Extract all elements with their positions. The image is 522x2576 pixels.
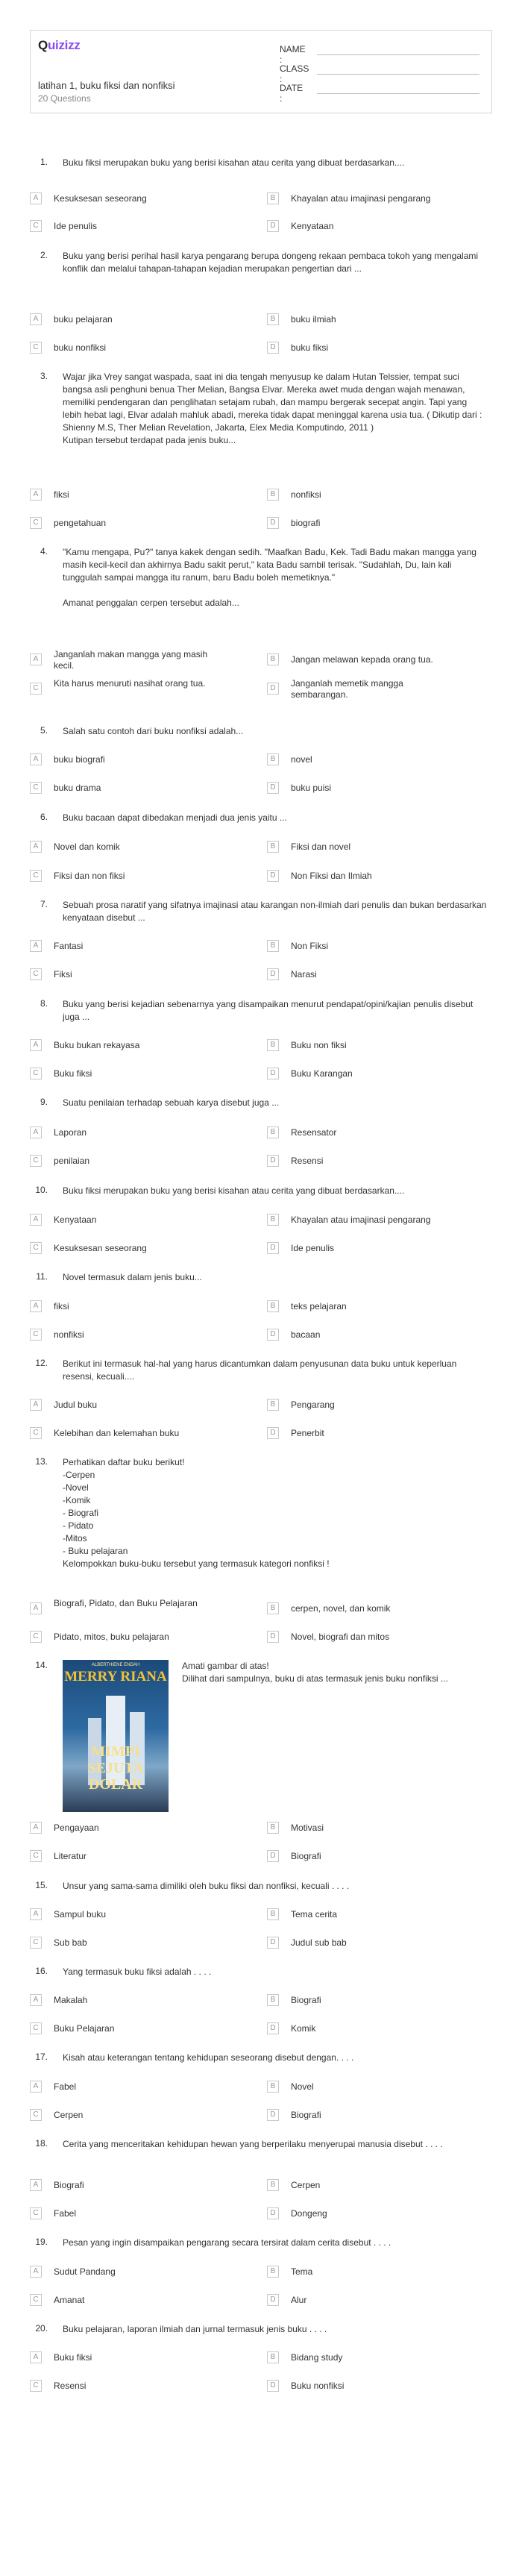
question-text: Buku fiksi merupakan buku yang berisi kisahan atau cerita yang dibuat berdasarkan....	[63, 1185, 405, 1196]
option-text: Fiksi	[54, 969, 72, 980]
option-letter-box: B	[267, 2179, 279, 2191]
option-text: Alur	[291, 2295, 307, 2305]
answer-option-c[interactable]	[30, 1329, 254, 1344]
option-text: Pengarang	[291, 1400, 335, 1410]
option-letter-box: D	[267, 2294, 279, 2306]
question-number: 10.	[35, 1185, 48, 1195]
question-text: Amati gambar di atas! Dilihat dari sampulnya, buku di atas termasuk jenis buku nonfiksi ...	[182, 1661, 448, 1684]
answer-option-d[interactable]	[267, 1631, 491, 1646]
answer-option-d[interactable]	[267, 1242, 491, 1257]
option-text: Penerbit	[291, 1428, 324, 1438]
option-letter-box: C	[30, 220, 42, 232]
answer-option-b[interactable]	[267, 313, 491, 328]
option-text: fiksi	[54, 489, 69, 500]
question-text: Buku fiksi merupakan buku yang berisi kisahan atau cerita yang dibuat berdasarkan....	[63, 157, 405, 168]
answer-option-c[interactable]	[30, 517, 254, 532]
answer-option-b[interactable]	[267, 654, 491, 668]
question-number: 3.	[40, 371, 48, 381]
option-text: buku nonfiksi	[54, 342, 107, 353]
answer-option-a[interactable]	[30, 649, 254, 671]
option-text: Fiksi dan novel	[291, 842, 351, 852]
option-letter-box: A	[30, 1399, 42, 1411]
question-number: 15.	[35, 1880, 48, 1890]
option-letter-box: C	[30, 968, 42, 980]
option-letter-box: D	[267, 220, 279, 232]
option-text: Pengayaan	[54, 1823, 99, 1833]
option-letter-box: B	[267, 2351, 279, 2363]
option-letter-box: A	[30, 1214, 42, 1226]
question-text: Unsur yang sama-sama dimiliki oleh buku fiksi dan nonfiksi, kecuali . . . .	[63, 1881, 350, 1891]
option-letter-box: D	[267, 1937, 279, 1949]
option-text: fiksi	[54, 1301, 69, 1311]
answer-option-a[interactable]	[30, 1039, 254, 1054]
option-text: Khayalan atau imajinasi pengarang	[291, 193, 431, 204]
option-text: Cerpen	[54, 2110, 84, 2120]
question-number: 19.	[35, 2237, 48, 2247]
option-text: pengetahuan	[54, 518, 107, 528]
option-letter-box: B	[267, 940, 279, 952]
answer-option-b[interactable]	[267, 2179, 491, 2194]
option-text: bacaan	[291, 1329, 321, 1340]
option-letter-box: C	[30, 1937, 42, 1949]
option-letter-box: B	[267, 753, 279, 765]
question-text: Novel termasuk dalam jenis buku...	[63, 1272, 202, 1282]
option-text: Sub bab	[54, 1937, 87, 1948]
answer-option-a[interactable]	[30, 1994, 254, 2009]
option-letter-box: A	[30, 2179, 42, 2191]
answer-option-d[interactable]	[267, 1155, 491, 1170]
option-letter-box: A	[30, 940, 42, 952]
question-text: Yang termasuk buku fiksi adalah . . . .	[63, 1967, 212, 1977]
option-letter-box: C	[30, 782, 42, 794]
answer-option-a[interactable]	[30, 2081, 254, 2096]
option-text: Komik	[291, 2023, 316, 2034]
answer-option-c[interactable]	[30, 2022, 254, 2037]
option-text: buku fiksi	[291, 342, 329, 353]
answer-option-d[interactable]	[267, 2207, 491, 2222]
question-count: 20 Questions	[38, 93, 91, 104]
answer-option-a[interactable]	[30, 1300, 254, 1315]
option-text: Fantasi	[54, 941, 84, 951]
question-text: Suatu penilaian terhadap sebuah karya disebut juga ...	[63, 1097, 280, 1108]
answer-option-d[interactable]	[267, 2294, 491, 2309]
answer-option-d[interactable]	[267, 782, 491, 797]
option-letter-box: C	[30, 870, 42, 882]
answer-option-b[interactable]	[267, 1822, 491, 1837]
option-text: Non Fiksi	[291, 941, 329, 951]
question-number: 14.	[35, 1660, 48, 1670]
option-letter-box: D	[267, 1631, 279, 1643]
answer-option-c[interactable]	[30, 2109, 254, 2124]
option-letter-box: B	[267, 1214, 279, 1226]
option-letter-box: C	[30, 2380, 42, 2392]
option-text: Amanat	[54, 2295, 85, 2305]
option-letter-box: A	[30, 489, 42, 501]
option-text: Biografi	[54, 2180, 84, 2190]
question-text: Cerita yang menceritakan kehidupan hewan yang berperilaku menyerupai manusia disebut . . . .	[63, 2139, 443, 2149]
option-text: Fabel	[54, 2208, 77, 2219]
quizizz-logo: Quizizz	[38, 38, 81, 52]
answer-option-d[interactable]	[267, 1850, 491, 1865]
question-number: 16.	[35, 1966, 48, 1976]
answer-option-c[interactable]	[30, 870, 254, 885]
question-number: 12.	[35, 1358, 48, 1368]
question-text: Sebuah prosa naratif yang sifatnya imajinasi atau karangan non-ilmiah dari penulis dan bukan berdasarkan kenyataan disebut ...	[63, 900, 487, 923]
option-text: Janganlah makan mangga yang masih kecil.	[54, 649, 208, 671]
answer-option-b[interactable]	[267, 1300, 491, 1315]
option-letter-box: A	[30, 1039, 42, 1051]
answer-option-b[interactable]	[267, 1039, 491, 1054]
option-text: Biografi	[291, 1851, 321, 1861]
answer-option-c[interactable]	[30, 1631, 254, 1646]
answer-option-a[interactable]	[30, 753, 254, 768]
answer-option-c[interactable]	[30, 2380, 254, 2395]
class-label: CLASS :	[280, 63, 309, 84]
answer-option-c[interactable]	[30, 678, 254, 698]
option-text: Sampul buku	[54, 1909, 107, 1920]
question-number: 11.	[36, 1271, 48, 1282]
option-letter-box: D	[267, 342, 279, 354]
option-text: Kenyataan	[291, 221, 334, 231]
answer-option-b[interactable]	[267, 192, 491, 207]
option-letter-box: C	[30, 683, 42, 695]
option-letter-box: C	[30, 1329, 42, 1341]
answer-option-d[interactable]	[267, 870, 491, 885]
answer-option-c[interactable]	[30, 342, 254, 357]
question-text: Perhatikan daftar buku berikut! -Cerpen -Novel -Komik - Biografi - Pidato -Mitos - Buku pelajaran Kelompokkan buku-buku tersebut yang termasuk kategori nonfiksi !	[63, 1457, 330, 1569]
answer-option-d[interactable]	[267, 517, 491, 532]
answer-option-b[interactable]	[267, 1126, 491, 1141]
option-text: Novel dan komik	[54, 842, 120, 852]
answer-option-c[interactable]	[30, 1427, 254, 1442]
cover-title: MIMPI SEJUTA DOLAR	[87, 1743, 144, 1793]
answer-option-a[interactable]	[30, 1822, 254, 1837]
option-letter-box: A	[30, 2266, 42, 2278]
question-number: 5.	[40, 725, 48, 736]
question-number: 8.	[40, 998, 48, 1009]
option-text: Fabel	[54, 2081, 77, 2092]
answer-option-b[interactable]	[267, 2351, 491, 2366]
question-number: 2.	[40, 250, 48, 260]
option-text: Novel	[291, 2081, 314, 2092]
option-letter-box: A	[30, 654, 42, 665]
option-text: Buku fiksi	[54, 1068, 92, 1079]
answer-option-d[interactable]	[267, 1427, 491, 1442]
answer-option-c[interactable]	[30, 2207, 254, 2222]
option-text: Jangan melawan kepada orang tua.	[291, 654, 433, 665]
option-letter-box: D	[267, 1850, 279, 1862]
option-letter-box: C	[30, 342, 42, 354]
question-number: 20.	[35, 2323, 48, 2334]
answer-option-a[interactable]	[30, 2351, 254, 2366]
answer-option-a[interactable]	[30, 841, 254, 856]
answer-option-b[interactable]	[267, 940, 491, 955]
option-letter-box: C	[30, 1155, 42, 1167]
option-letter-box: B	[267, 1994, 279, 2006]
option-text: Pidato, mitos, buku pelajaran	[54, 1632, 169, 1642]
option-letter-box: A	[30, 2351, 42, 2363]
question-text: Pesan yang ingin disampaikan pengarang secara tersirat dalam cerita disebut . . . .	[63, 2237, 392, 2248]
option-letter-box: B	[267, 841, 279, 853]
option-text: Tema	[291, 2266, 313, 2277]
option-letter-box: B	[267, 1399, 279, 1411]
answer-option-c[interactable]	[30, 1850, 254, 1865]
option-letter-box: D	[267, 2380, 279, 2392]
date-line	[317, 93, 479, 94]
option-text: buku pelajaran	[54, 314, 113, 325]
option-letter-box: C	[30, 1850, 42, 1862]
answer-option-b[interactable]	[267, 1994, 491, 2009]
option-text: nonfiksi	[291, 489, 321, 500]
answer-option-a[interactable]	[30, 313, 254, 328]
option-text: Literatur	[54, 1851, 87, 1861]
option-text: teks pelajaran	[291, 1301, 347, 1311]
answer-option-b[interactable]	[267, 1399, 491, 1414]
option-letter-box: D	[267, 1329, 279, 1341]
answer-option-d[interactable]	[267, 678, 491, 700]
option-text: buku biografi	[54, 754, 105, 765]
option-letter-box: B	[267, 1822, 279, 1834]
answer-option-c[interactable]	[30, 1068, 254, 1082]
option-text: Biografi, Pidato, dan Buku Pelajaran	[54, 1598, 198, 1608]
option-text: Motivasi	[291, 1823, 324, 1833]
answer-option-b[interactable]	[267, 489, 491, 504]
option-letter-box: A	[30, 1822, 42, 1834]
option-letter-box: D	[267, 517, 279, 529]
option-letter-box: D	[267, 870, 279, 882]
option-letter-box: D	[267, 1427, 279, 1439]
question-text: Buku pelajaran, laporan ilmiah dan jurnal termasuk jenis buku . . . .	[63, 2324, 327, 2334]
option-letter-box: C	[30, 517, 42, 529]
answer-option-a[interactable]	[30, 1598, 254, 1617]
answer-option-d[interactable]	[267, 1068, 491, 1082]
option-letter-box: D	[267, 782, 279, 794]
answer-option-b[interactable]	[267, 841, 491, 856]
question-text: "Kamu mengapa, Pu?" tanya kakek dengan sedih. "Maafkan Badu, Kek. Tadi Badu makan mangga yang masih kecil-kecil dan akhirnya Badu sakit perut," kata Badu sambil terisak. "Sudahlah, Du, lain kali tunggulah sampai mangga itu ranum, baru Badu boleh memetiknya." Amanat penggalan cerpen tersebut adalah...	[63, 547, 477, 608]
option-text: Kenyataan	[54, 1215, 97, 1225]
option-text: buku ilmiah	[291, 314, 336, 325]
answer-option-a[interactable]	[30, 1399, 254, 1414]
answer-option-d[interactable]	[267, 2109, 491, 2124]
question-text: Kisah atau keterangan tentang kehidupan seseorang disebut dengan. . . .	[63, 2052, 354, 2063]
option-text: buku puisi	[291, 783, 332, 793]
answer-option-b[interactable]	[267, 1602, 491, 1617]
option-text: Biografi	[291, 2110, 321, 2120]
option-text: Ide penulis	[291, 1243, 335, 1253]
book-cover-image	[63, 1660, 169, 1812]
option-text: Fiksi dan non fiksi	[54, 871, 125, 881]
option-text: novel	[291, 754, 312, 765]
option-text: Buku bukan rekayasa	[54, 1040, 140, 1050]
answer-option-d[interactable]	[267, 1329, 491, 1344]
answer-option-d[interactable]	[267, 342, 491, 357]
option-text: nonfiksi	[54, 1329, 84, 1340]
option-letter-box: B	[267, 1908, 279, 1920]
option-text: cerpen, novel, dan komik	[291, 1603, 391, 1614]
question-text: Buku yang berisi perihal hasil karya pengarang berupa dongeng rekaan pembaca tokoh yang mengalami konflik dan melalui tahapan-tahapan kejadian merupakan pengertian dari ...	[63, 251, 479, 274]
answer-option-d[interactable]	[267, 2022, 491, 2037]
option-text: Dongeng	[291, 2208, 327, 2219]
option-text: Bidang study	[291, 2352, 343, 2363]
option-text: Judul sub bab	[291, 1937, 347, 1948]
option-text: buku drama	[54, 783, 101, 793]
option-letter-box: B	[267, 1602, 279, 1614]
option-text: Janganlah memetik mangga sembarangan.	[291, 678, 403, 700]
option-letter-box: D	[267, 2207, 279, 2219]
option-letter-box: C	[30, 2294, 42, 2306]
name-line	[317, 54, 479, 55]
name-label: NAME :	[280, 44, 306, 65]
option-letter-box: C	[30, 2109, 42, 2121]
option-letter-box: B	[267, 2081, 279, 2093]
answer-option-a[interactable]	[30, 2266, 254, 2281]
worksheet-header	[30, 30, 492, 113]
date-label: DATE :	[280, 83, 304, 104]
option-letter-box: D	[267, 2109, 279, 2121]
option-letter-box: A	[30, 2081, 42, 2093]
option-letter-box: C	[30, 2022, 42, 2034]
option-letter-box: A	[30, 841, 42, 853]
option-text: Makalah	[54, 1995, 88, 2005]
answer-option-a[interactable]	[30, 940, 254, 955]
answer-option-c[interactable]	[30, 220, 254, 235]
option-letter-box: A	[30, 1908, 42, 1920]
option-text: Kesuksesan seseorang	[54, 1243, 147, 1253]
option-letter-box: A	[30, 1994, 42, 2006]
option-text: penilaian	[54, 1156, 90, 1166]
option-letter-box: A	[30, 1126, 42, 1138]
answer-option-d[interactable]	[267, 968, 491, 983]
answer-option-d[interactable]	[267, 2380, 491, 2395]
answer-option-b[interactable]	[267, 2266, 491, 2281]
option-text: Buku fiksi	[54, 2352, 92, 2363]
option-text: Buku Pelajaran	[54, 2023, 115, 2034]
option-text: Resensator	[291, 1127, 337, 1138]
answer-option-b[interactable]	[267, 2081, 491, 2096]
answer-option-a[interactable]	[30, 1126, 254, 1141]
question-number: 17.	[35, 2052, 48, 2062]
option-letter-box: A	[30, 313, 42, 325]
option-letter-box: D	[267, 1068, 279, 1079]
question-number: 6.	[40, 812, 48, 822]
option-text: Buku nonfiksi	[291, 2381, 345, 2391]
option-letter-box: D	[267, 1155, 279, 1167]
question-text: Wajar jika Vrey sangat waspada, saat ini dia tengah menyusup ke dalam Hutan Telssier, tempat suci bangsa asli penghuni benua Ther Melian, Bangsa Elvar. Mereka awet muda dengan wajah menawan, memiliki pendengaran dan penglihatan setajam rubah, dan mampu bergerak secepat angin. Tapi yang lebih hebat lagi, Elvar adalah mahluk abadi, mereka tidak dapat meninggal karena usia tua. ( Dikutip dari : Shienny M.S, Ther Melian Revelation, Jakarta, Elex Media Komputindo, 2011 ) Kutipan tersebut terdapat pada jenis buku...	[63, 372, 482, 445]
option-letter-box: B	[267, 2266, 279, 2278]
option-letter-box: C	[30, 1242, 42, 1254]
option-text: Laporan	[54, 1127, 87, 1138]
question-number: 7.	[40, 899, 48, 909]
option-letter-box: D	[267, 2022, 279, 2034]
cover-name: MERRY RIANA	[64, 1669, 167, 1685]
option-letter-box: B	[267, 654, 279, 665]
answer-option-a[interactable]	[30, 489, 254, 504]
question-text: Berikut ini termasuk hal-hal yang harus dicantumkan dalam penyusunan data buku untuk keperluan resensi, kecuali....	[63, 1358, 457, 1382]
answer-option-a[interactable]	[30, 1214, 254, 1229]
question-number: 4.	[40, 546, 48, 557]
option-text: Kelebihan dan kelemahan buku	[54, 1428, 180, 1438]
answer-option-c[interactable]	[30, 1937, 254, 1952]
question-number: 1.	[40, 157, 48, 167]
option-letter-box: B	[267, 1039, 279, 1051]
option-letter-box: A	[30, 753, 42, 765]
answer-option-c[interactable]	[30, 2294, 254, 2309]
option-text: Ide penulis	[54, 221, 98, 231]
option-letter-box: A	[30, 1602, 42, 1614]
option-text: Cerpen	[291, 2180, 321, 2190]
class-line	[317, 74, 479, 75]
answer-option-a[interactable]	[30, 1908, 254, 1923]
option-letter-box: B	[267, 313, 279, 325]
option-text: Buku non fiksi	[291, 1040, 347, 1050]
option-letter-box: C	[30, 1631, 42, 1643]
option-text: Khayalan atau imajinasi pengarang	[291, 1215, 431, 1225]
option-letter-box: A	[30, 1300, 42, 1312]
answer-option-b[interactable]	[267, 753, 491, 768]
option-text: Tema cerita	[291, 1909, 338, 1920]
option-letter-box: C	[30, 1427, 42, 1439]
option-letter-box: C	[30, 1068, 42, 1079]
question-text: Buku bacaan dapat dibedakan menjadi dua jenis yaitu ...	[63, 812, 287, 823]
option-letter-box: D	[267, 968, 279, 980]
cover-author: ALBERTHIENE ENDAH	[91, 1663, 140, 1667]
option-text: biografi	[291, 518, 321, 528]
option-text: Narasi	[291, 969, 317, 980]
option-letter-box: A	[30, 192, 42, 204]
answer-option-c[interactable]	[30, 1155, 254, 1170]
answer-option-a[interactable]	[30, 192, 254, 207]
answer-option-d[interactable]	[267, 220, 491, 235]
option-text: Resensi	[54, 2381, 87, 2391]
option-letter-box: D	[267, 1242, 279, 1254]
option-text: Buku Karangan	[291, 1068, 353, 1079]
answer-option-a[interactable]	[30, 2179, 254, 2194]
option-letter-box: B	[267, 1126, 279, 1138]
option-text: Non Fiksi dan Ilmiah	[291, 871, 372, 881]
option-letter-box: D	[267, 683, 279, 695]
question-number: 13.	[35, 1456, 48, 1467]
answer-option-b[interactable]	[267, 1908, 491, 1923]
answer-option-c[interactable]	[30, 968, 254, 983]
answer-option-c[interactable]	[30, 782, 254, 797]
question-text: Salah satu contoh dari buku nonfiksi adalah...	[63, 726, 244, 736]
answer-option-c[interactable]	[30, 1242, 254, 1257]
option-text: Novel, biografi dan mitos	[291, 1632, 390, 1642]
question-number: 18.	[35, 2138, 48, 2149]
answer-option-b[interactable]	[267, 1214, 491, 1229]
option-text: Kita harus menuruti nasihat orang tua.	[54, 678, 206, 689]
question-text: Buku yang berisi kejadian sebenarnya yang disampaikan menurut pendapat/opini/kajian penulis disebut juga ...	[63, 999, 474, 1022]
option-text: Kesuksesan seseorang	[54, 193, 147, 204]
answer-option-d[interactable]	[267, 1937, 491, 1952]
option-text: Sudut Pandang	[54, 2266, 116, 2277]
option-text: Biografi	[291, 1995, 321, 2005]
question-number: 9.	[40, 1097, 48, 1107]
option-text: Resensi	[291, 1156, 324, 1166]
worksheet-title: latihan 1, buku fiksi dan nonfiksi	[38, 80, 175, 91]
option-letter-box: C	[30, 2207, 42, 2219]
option-text: Judul buku	[54, 1400, 98, 1410]
option-letter-box: B	[267, 489, 279, 501]
option-letter-box: B	[267, 192, 279, 204]
option-letter-box: B	[267, 1300, 279, 1312]
